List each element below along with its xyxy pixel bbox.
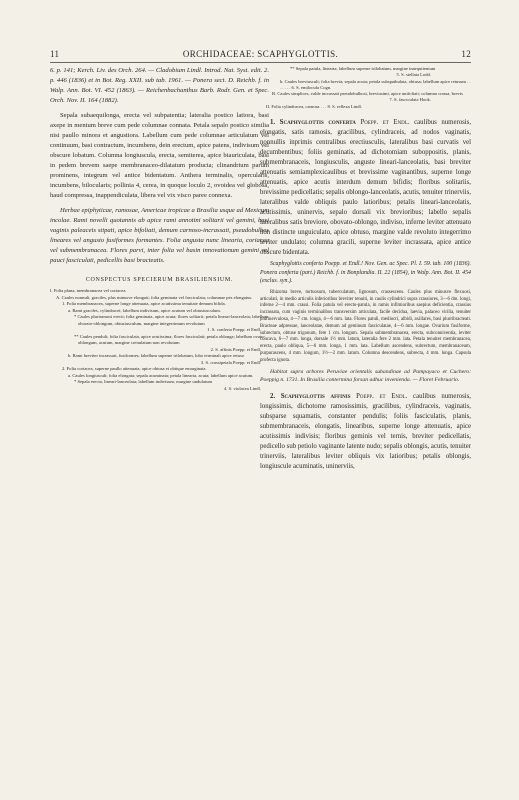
key-species: 3. S. crassipetala Poepp. et Endl. (200, 359, 261, 365)
species-2-author: Poepp. et Endl. (356, 393, 408, 401)
key-line: b. Rami breviter incrassati, fusiformes; labellum superne trilobatum, lobo terminali apice retuso (68, 353, 245, 358)
species-key-continued (260, 66, 471, 110)
key-line: b. Caules breviusculi; folia brevia; sepala acuta; petala subspathulata, obtusa; labellum apice retusum . . . . . . . 6. S. emilocula Cogn. (280, 78, 471, 90)
key-line: a. Caules longiusculi; folia elongata; sepala acuminata; petala linearia, acuta; labellum apice acutum. (68, 372, 254, 378)
key-line: 2. Folia coriacea, superne paullo attenuata, apice obtusa et obtique emarginata. (62, 366, 207, 371)
key-line: * Sepala erecta, lineari-lanceolata; labellum indivisum, margine undulatum (74, 379, 213, 384)
key-line: ** Sepala patula, linearia; labellum superne trilobatum, margine inaequitenium (290, 66, 436, 71)
genus-description: Sepala subaequilonga, erecta vel subpatentia; lateralia postico latiora, basi axepe in mentum breve cum pede columnae connata. Petala sepalo postico similia nisi paullo minora et angustiora. Labellum cum pede columnae articulatum vel continuum, basi contractum, incumbens, dein erectum, apice patens, indivisum vel obscure lobatum. Columna longiuscula, erecta, semiterea, apice biauriculata, basi in pedem brevem saepe membranaceo-dilatatum producta; clinandrium parum prominens, integrum vel antice bidentatum. Anthera terminalis, opercularis, incumbens, bilocularis; pollinia 4, cerea, in quoque loculo 2, ovoidea vel globosa, haud compressa, inappendiculata, libera vel vix visco paree connexa. (50, 112, 269, 199)
species-1-habitat: Habitat supra arbores Peruviae orientalis subandinae ad Pampayaco et Cuchero: Poeppig n. 1731. In Brasilia contermina forsan adhuc invenienda. — Floret Februario. (260, 368, 471, 383)
species-1-text: caulibus numerosis, elongatis, satis ramosis, gracilibus, cylindraceis, ad nodos vaginatis, nonnullis inprimis centralibus erectiusculis, lateralibus basi curvatis vel decumbentibus; foliis geminatis, ad dichotomiam suboppositis, planis, submembranaceis, longiusculis, anguste lineari-lanceolatis, basi breviter attenuatis semiamplexicaulibus et brevissime vaginantibus, superne longe attenuatis, apice acutis interdum demum bifidis; floribus solitariis, brevissime pedicellatis; sepalis oblongo-lanceolatis, acutis, tenuiter trinerviis, lateralibus valde obliquis paulo latioribus; petalis lineari-lanceolatis, acutissimis, uninervis, sepalo dorsali vix brevioribus; labello sepalis lateralibus satis breviore, obovato-oblongo, indiviso, inferne leviter attenuato non distincte unguiculato, apice obtuso, margine valde revoluto integerrimo leviter undulato; columna gracili, superne leviter incrassata, apice antice obscure bidentata. (260, 119, 472, 257)
running-title: ORCHIDACEAE: SCAPHYGLOTTIS. (182, 49, 339, 59)
species-1-description (260, 118, 471, 258)
intro-citation: 6. p. 141; Kerch. Liv. des Orch. 264. — Cladobium Lindl. Introd. Nat. Syst. edit. 2. p. 446 (1836) et in Bot. Reg. XXII. sub tab. 1961. — Ponera sect. D. Reichb. f. in Walp. Ann. Bot. VI. 452 (1863). — Reichenbachanthus Barb. Rodr. Gen. et Spec. Orch. Nov. II. 164 (1882). (50, 67, 269, 104)
key-line: II. Folia cylindracea, carnosa . . . 8. S. reflexa Lindl. (266, 103, 362, 109)
key-line: I. Folia plana, membranacea vel coriacea. (50, 288, 127, 293)
key-species: 5. S. stellata Lodd. (396, 72, 431, 78)
running-head (50, 49, 471, 61)
key-line: A. Caules nonnuli, graciles, plus minusve elongati; folia geminata vel fasciculata; columnae pes elongatus. (56, 294, 253, 300)
genus-habit: Herbae epiphyticae, ramosae, Americae tropicae a Brasilia usque ad Mexicum incolae. Rami novelli quotannis ab apice rami annotini solitarii vel gemini, basi vaginis paleaceis stipati, apice bifoliati, demum carnoso-incrassati, pseudobulbos lineares vel angusto fusiformes formantes. Folia angusta nunc linearia, coriacea vel submembranacea. Flores parvi, inter folia vel basin innovationum gemini vel pauci fasciculati, pedicellis basi bracteatis. (50, 207, 269, 264)
key-species: 2. S. affinis Poepp. et Endl. (210, 346, 261, 352)
header-rule (50, 62, 471, 63)
page-number-left: 11 (50, 49, 60, 59)
key-species: 1. S. conferta Poepp. et Endl. (207, 327, 261, 332)
left-column (50, 66, 269, 392)
key-species: 7. S. fasciculata Hook. (389, 97, 431, 103)
right-column (260, 66, 471, 472)
species-1-citation: Scaphyglottis conferta Poepp. et Endl.! Nov. Gen. ac Spec. Pl. I. 59. tab. 100 (1836). Ponera conferta (part.) Reichb. f. in Bonplandia. II. 22 (1854), in Walp. Ann. Bot. II. 454 (exclus. syn.). (260, 261, 471, 285)
key-line: * Caules pluriramosi erecti; folia geminata, apice acuta; flores solitarii; petala lineari-lanceolata; labellum oborato-oblongum, obtusiusculum, margine integerrimum revolutum (74, 314, 269, 326)
species-key (50, 288, 269, 392)
species-1-name: 1. Scaphyglottis conferta (270, 119, 356, 127)
species-2-description (260, 392, 471, 472)
species-1-author: Poepp. et Endl. (360, 119, 410, 127)
key-title: CONSPECTUS SPECIERUM BRASILIENSIUM. (85, 277, 234, 283)
species-1-details: Rhizoma breve, tortuosum, tuberculatum, lignosum, crassescens. Caules plus minusve flexuosi, articulati, in medio articulis inferioribus breviter tenuiti, in caulis cylindrici supra crassiores, 3—6 dm. longi, inferne 2—4 mm. crassi. Folia patula vel erecto-patula, in ramis infimioribus saepius deficientia, crassius incrassata, cum vaginis terminalibus transversim articulata, facile decidua, laevia, palaceo virilia, tenuiter plurinervulosa, 4—7 cm. longa, 4—6 mm. lata. Flores patuli, mediocri, albidi, axillares, basi plurribracteati. Bracteae adpressae, lanceolatae, demum ad geminum fasciculatae, 4—6 mm. longae. Ovarium fusiforme, subrectum, obtuse trigonum, fere 1 cm. longum. Sepala submembranacea, erecta, subconniventia, leviter concava, 6—7 mm. longa, dorsale 1½ mm. latum, lateralia fere 2 mm. lata. Petala tenuiter membranacea, erecta, paulo obliqua, 5—6 mm. longa, 1 mm. lata. Labellum ascendens, subrectum, membranaceum, purpurascens, 4 mm. longum, 1½—2 mm. latum. Columna descendens, subrecta, 4 mm. longa. Capsula profecta ignota. (260, 289, 471, 363)
key-species: 4. S. violacea Lindl. (224, 385, 261, 391)
species-2-text: caulibus numerosis, longissimis, dichotome ramosissimis, gracilibus, cylindraceis, vaginatis, subsparse squamatis, constanter pendulis; foliis fasciculatis, planis, submembranaceis, elongatis, linearibus, superne longe attenuatis, apice acutissimis indivisis; floribus geminis vel ternis, breviter pedicellatis, pedicello sub petiolo vaginante latente nudo; sepalis oblongis, acutis, tenuiter trinerviis, lateralibus leviter obliquis vix latioribus; petalis oblongis, longiuscule acuminatis, uninerviis, (260, 393, 471, 471)
key-line: B. Caules simplices, valde incrassati pseudobulbosi, breviusimi, apice unifoliati; columna crassa, brevis (272, 91, 463, 97)
page-number-right: 12 (461, 49, 471, 59)
key-line: a. Rami graciles, cylindracei; labellum indivisum, apice acutum vel obtusiusculum. (68, 307, 221, 313)
species-2-name: 2. Scaphyglottis affinis (270, 393, 351, 401)
key-line: 1. Folia membranacea, superne longe attenuata, apice acutissima tenuitate demum bifida. (62, 301, 226, 306)
key-line: ** Caules penduli; folia fasciculata, apice acutissima; flores fasciculati; petala oblonga; labellum ovato-oblongum, acutum, margine crenulatum non revolutum (74, 333, 265, 345)
